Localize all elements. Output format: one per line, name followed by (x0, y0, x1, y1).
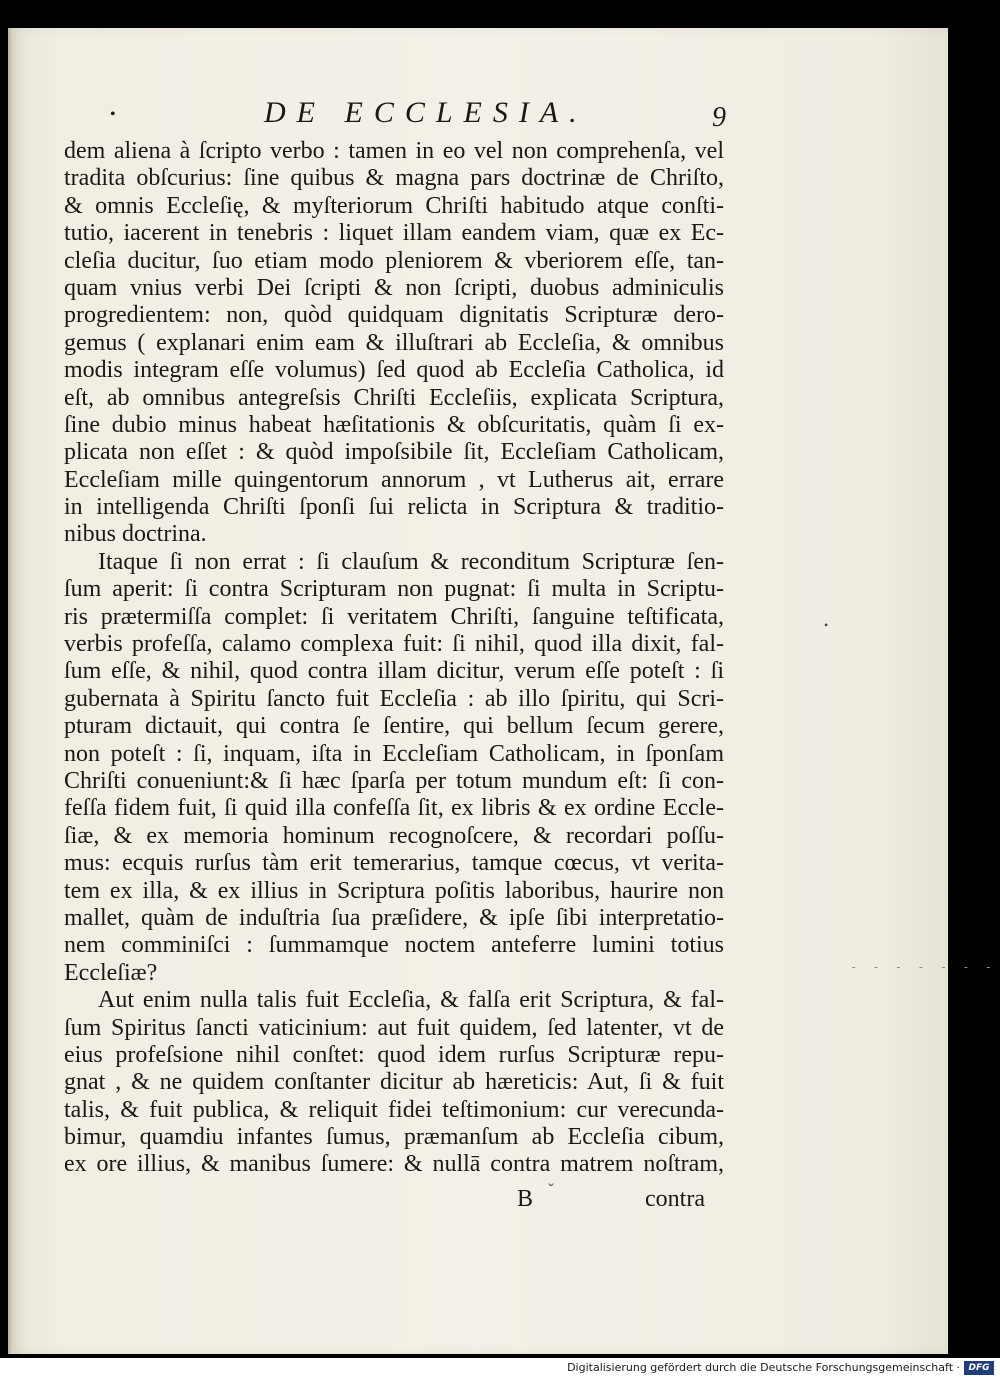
text-line: non poteſt : ſi, inquam, iſta in Eccleſiam Catholicam, in ſponſam (64, 740, 724, 767)
running-head-ornament: • (110, 106, 116, 123)
text-line: Itaque ſi non errat : ſi clauſum & reconditum Scripturæ ſen- (98, 548, 724, 575)
digitization-footer (0, 1358, 1000, 1378)
text-line: gemus ( explanari enim eam & illuſtrari ab Eccleſia, & omnibus (64, 329, 724, 356)
text-line: ſine dubio minus habeat hæſitationis & obſcuritatis, quàm ſi ex- (64, 411, 724, 438)
text-line: verbis profeſſa, calamo complexa fuit: ſi nihil, quod illa dixit, fal- (64, 631, 724, 658)
body-text (64, 138, 724, 1179)
text-line: tem ex illa, & ex illius in Scriptura poſitis laboribus, haurire non (64, 877, 724, 904)
ink-speck: ˇ (548, 1180, 554, 1200)
signature-mark: B (517, 1186, 534, 1212)
text-line: ſum eſſe, & nihil, quod contra illam dicitur, verum eſſe poteſt : ſi (64, 658, 724, 685)
text-line: mallet, quàm de induſtria ſua præſidere, & ipſe ſibi interpretatio- (64, 904, 724, 931)
text-line: pturam dictauit, qui contra ſe ſentire, qui bellum ſecum gerere, (64, 713, 724, 740)
text-line: bimur, quamdiu infantes ſumus, præmanſum ab Eccleſia cibum, (64, 1124, 724, 1151)
text-line: eius profeſsione nihil conſtet: quod idem rurſus Scripturæ repu- (64, 1041, 724, 1068)
scan-artifact-dashes: - - - - - - - (850, 960, 996, 974)
text-line: plicata non eſſet : & quòd impoſsibile ſit, Eccleſiam Catholicam, (64, 439, 724, 466)
text-line: ſum Spiritus ſancti vaticinium: aut fuit quidem, ſed latenter, vt de (64, 1014, 724, 1041)
page-foot (0, 1180, 1000, 1216)
text-line: nem comminiſci : ſummamque noctem anteferre lumini totius (64, 932, 724, 959)
text-line: nibus doctrina. (64, 521, 207, 548)
page-number: 9 (712, 102, 726, 133)
running-head (0, 96, 1000, 136)
paragraph (64, 987, 724, 1179)
text-line: in intelligenda Chriſti ſponſi ſui relicta in Scriptura & traditio- (64, 494, 724, 521)
page-binding-edge (8, 28, 14, 1354)
text-line: dem aliena à ſcripto verbo : tamen in eo vel non comprehenſa, vel (64, 138, 724, 164)
text-line: ſum aperit: ſi contra Scripturam non pugnat: ſi multa in Scriptu- (64, 576, 724, 603)
text-line: ſiæ, & ex memoria hominum recognoſcere, & recordari poſſu- (64, 822, 724, 849)
text-line: gubernata à Spiritu ſancto fuit Eccleſia : ab illo ſpiritu, qui Scri- (64, 685, 724, 712)
funding-credit: Digitalisierung gefördert durch die Deutsche Forschungsgemeinschaft · (567, 1361, 960, 1374)
text-line: Chriſti conueniunt:& ſi hæc ſparſa per totum mundum eſt: ſi con- (64, 767, 724, 794)
text-line: Eccleſiæ? (64, 959, 158, 986)
text-line: progredientem: non, quòd quidquam dignitatis Scripturæ dero- (64, 302, 724, 329)
text-line: Aut enim nulla talis fuit Eccleſia, & falſa erit Scriptura, & fal- (98, 987, 724, 1014)
text-line: & omnis Eccleſię, & myſteriorum Chriſti habitudo atque conſti- (64, 192, 724, 219)
text-line: eſt, ab omnibus antegreſsis Chriſti Eccleſiis, explicata Scriptura, (64, 384, 724, 411)
dfg-logo-icon: DFG (964, 1361, 994, 1375)
ink-speck: • (824, 618, 829, 632)
text-line: talis, & fuit publica, & reliquit fidei teſtimonium: cur verecunda- (64, 1096, 724, 1123)
catchword: contra (645, 1186, 705, 1212)
paragraph (64, 549, 724, 987)
text-line: feſſa fidem fuit, ſi quid illa confeſſa ſit, ex libris & ex ordine Eccle- (64, 795, 724, 822)
text-line: tutio, iacerent in tenebris : liquet illam eandem viam, quæ ex Ec- (64, 220, 724, 247)
running-head-title: DE ECCLESIA. (264, 96, 588, 129)
paragraph (64, 138, 724, 549)
text-line: tradita obſcurius: ſine quibus & magna pars doctrinæ de Chriſto, (64, 165, 724, 192)
text-line: Eccleſiam mille quingentorum annorum , vt Lutherus ait, errare (64, 466, 724, 493)
text-line: ris prætermiſſa complet: ſi veritatem Chriſti, ſanguine teſtificata, (64, 603, 724, 630)
text-line: modis integram eſſe volumus) ſed quod ab Eccleſia Catholica, id (64, 357, 724, 384)
text-line: quam vnius verbi Dei ſcripti & non ſcripti, duobus adminiculis (64, 274, 724, 301)
text-line: ex ore illius, & manibus ſumere: & nullā contra matrem noſtram, (64, 1151, 724, 1178)
text-line: mus: ecquis rurſus tàm erit temerarius, tamque cœcus, vt verita- (64, 850, 724, 877)
text-line: gnat , & ne quidem conſtanter dicitur ab hæreticis: Aut, ſi & fuit (64, 1069, 724, 1096)
text-line: cleſia ducitur, ſuo etiam modo pleniorem & vberiorem eſſe, tan- (64, 247, 724, 274)
